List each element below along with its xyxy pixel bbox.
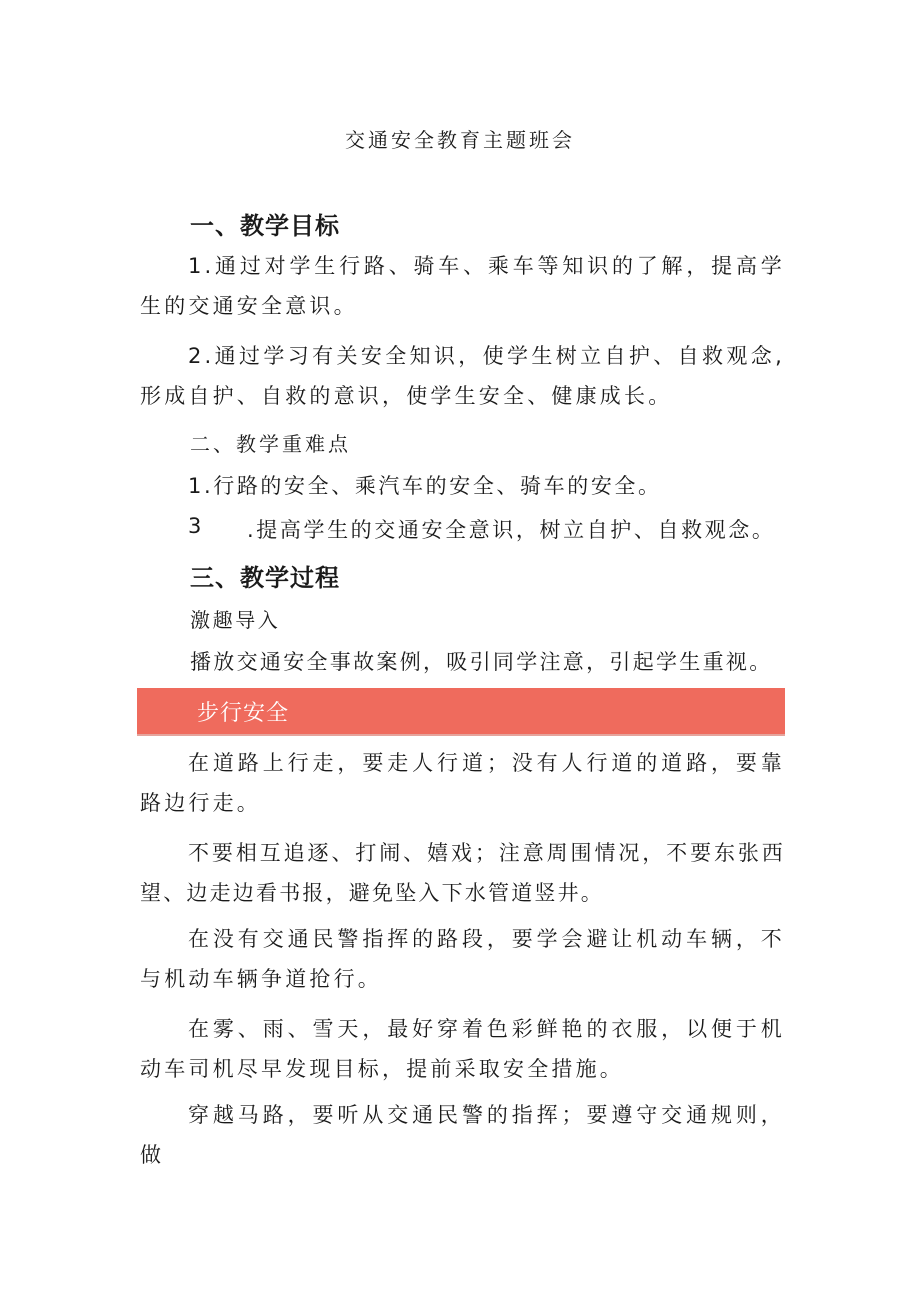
walking-rule-2: 不要相互追逐、打闹、嬉戏；注意周围情况，不要东张西望、边走边看书报，避免坠入下水管道竖井。	[140, 841, 785, 905]
goal-paragraph-1: 1.通过对学生行路、骑车、乘车等知识的了解，提高学生的交通安全意识。	[140, 254, 785, 318]
section-heading-goals: 一、教学目标	[190, 212, 340, 240]
goal-paragraph-2: 2.通过学习有关安全知识，使学生树立自护、自救观念,形成自护、自救的意识，使学生安全、健康成长。	[140, 344, 785, 408]
banner-title: 步行安全	[197, 701, 290, 726]
key-point-item-3-number: 3	[188, 514, 202, 538]
walking-rule-5: 穿越马路，要听从交通民警的指挥；要遵守交通规则，做	[140, 1103, 785, 1167]
document-title: 交通安全教育主题班会	[345, 128, 575, 152]
key-point-item-3-text: .提高学生的交通安全意识，树立自护、自救观念。	[247, 518, 776, 542]
section-heading-process: 三、教学过程	[190, 564, 340, 592]
section-banner	[137, 688, 785, 736]
walking-rule-3: 在没有交通民警指挥的路段，要学会避让机动车辆，不与机动车辆争道抢行。	[140, 927, 785, 991]
subsection-intro-label: 激趣导入	[190, 608, 281, 632]
intro-paragraph: 播放交通安全事故案例，吸引同学注意，引起学生重视。	[190, 650, 773, 674]
section-heading-key-points: 二、教学重难点	[190, 432, 351, 456]
key-point-item-1: 1.行路的安全、乘汽车的安全、骑车的安全。	[188, 474, 662, 498]
walking-rule-4: 在雾、雨、雪天，最好穿着色彩鲜艳的衣服，以便于机动车司机尽早发现目标，提前采取安全措施。	[140, 1017, 785, 1081]
walking-rule-1: 在道路上行走，要走人行道；没有人行道的道路，要靠路边行走。	[140, 751, 785, 815]
